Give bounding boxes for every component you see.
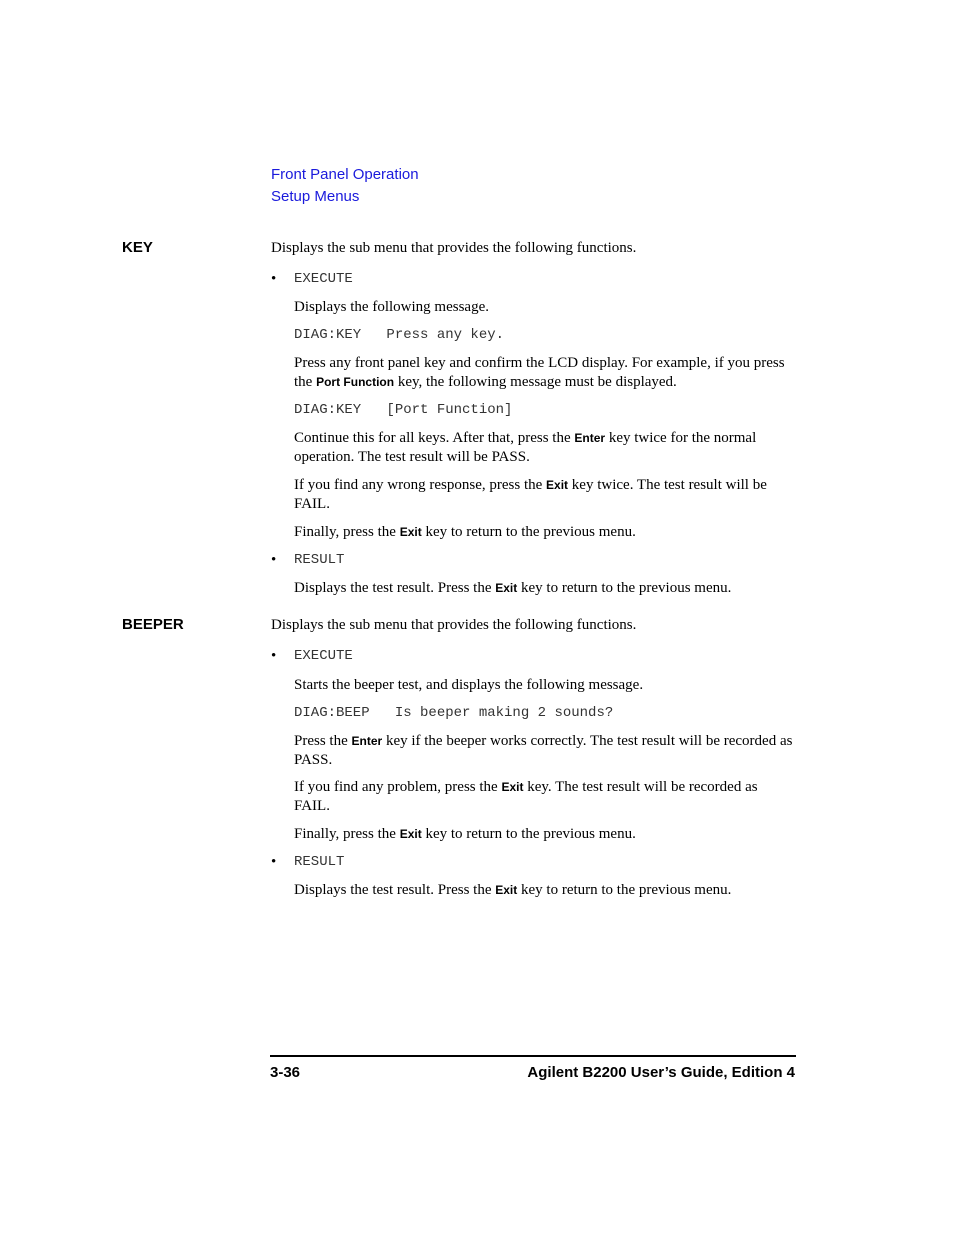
- beeper-message: DIAG:BEEP Is beeper making 2 sounds?: [294, 705, 614, 721]
- key-message-2: DIAG:KEY [Port Function]: [294, 402, 513, 418]
- key-heading: KEY: [122, 239, 153, 256]
- beeper-execute-label: EXECUTE: [294, 648, 353, 664]
- page-number: 3-36: [270, 1064, 301, 1081]
- guide-title: Agilent B2200 User’s Guide, Edition 4: [527, 1064, 795, 1081]
- key-result-desc: Displays the test result. Press the Exit key to return to the previous menu.: [294, 580, 732, 596]
- beeper-paragraph-2: If you find any problem, press the Exit key. The test result will be recorded as FAIL.: [294, 779, 758, 814]
- key-message-1: DIAG:KEY Press any key.: [294, 327, 505, 343]
- beeper-paragraph-1: Press the Enter key if the beeper works correctly. The test result will be recorded as PASS.: [294, 733, 793, 768]
- key-execute-desc: Displays the following message.: [294, 299, 489, 315]
- key-name: Exit: [495, 883, 518, 897]
- key-paragraph-1: Press any front panel key and confirm the LCD display. For example, if you press the Port Function key, the following message must be displayed.: [294, 355, 785, 390]
- key-name: Enter: [574, 431, 606, 445]
- key-paragraph-4: Finally, press the Exit key to return to the previous menu.: [294, 524, 636, 540]
- key-intro: Displays the sub menu that provides the following functions.: [271, 240, 637, 256]
- breadcrumb-subsection-link[interactable]: Setup Menus: [271, 188, 360, 205]
- footer-rule: [270, 1055, 796, 1057]
- key-execute-label: EXECUTE: [294, 271, 353, 287]
- key-paragraph-2: Continue this for all keys. After that, press the Enter key twice for the normal operation. The test result will be PASS.: [294, 430, 757, 465]
- bullet-icon: •: [271, 648, 277, 664]
- bullet-icon: •: [271, 271, 277, 287]
- key-name: Exit: [501, 780, 524, 794]
- bullet-icon: •: [271, 854, 277, 870]
- key-name: Exit: [399, 525, 422, 539]
- beeper-result-desc: Displays the test result. Press the Exit key to return to the previous menu.: [294, 882, 732, 898]
- key-name: Enter: [351, 734, 383, 748]
- key-name: Exit: [399, 827, 422, 841]
- beeper-heading: BEEPER: [122, 616, 184, 633]
- key-name: Port Function: [316, 375, 395, 389]
- breadcrumb-section-link[interactable]: Front Panel Operation: [271, 166, 419, 183]
- key-name: Exit: [495, 581, 518, 595]
- beeper-execute-desc: Starts the beeper test, and displays the following message.: [294, 677, 644, 693]
- bullet-icon: •: [271, 552, 277, 568]
- key-paragraph-3: If you find any wrong response, press the Exit key twice. The test result will be FAIL.: [294, 477, 767, 512]
- key-result-label: RESULT: [294, 552, 345, 568]
- key-name: Exit: [546, 478, 569, 492]
- beeper-intro: Displays the sub menu that provides the following functions.: [271, 617, 637, 633]
- beeper-paragraph-3: Finally, press the Exit key to return to the previous menu.: [294, 826, 636, 842]
- beeper-result-label: RESULT: [294, 854, 345, 870]
